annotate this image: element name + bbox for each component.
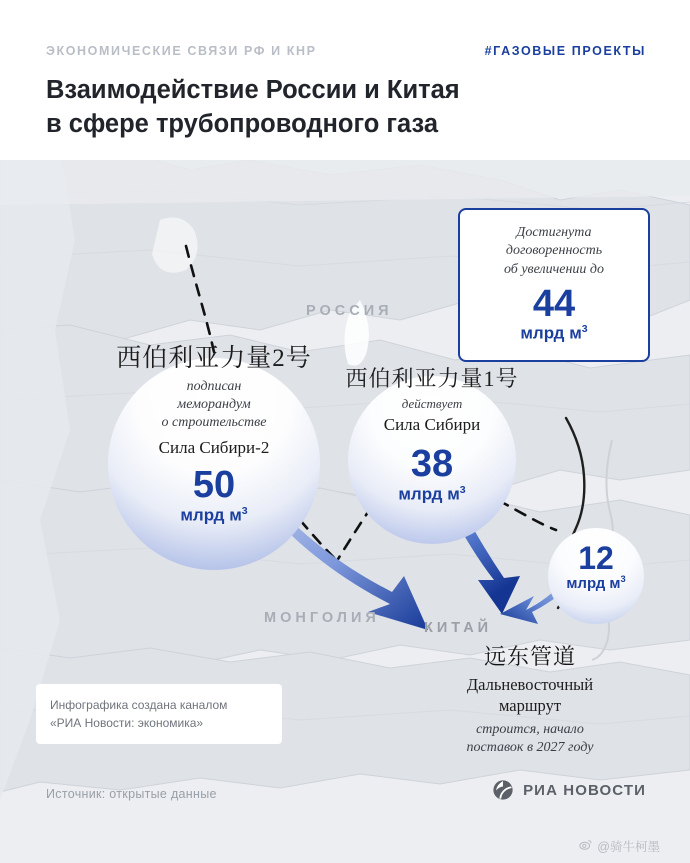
route-status: строится, начало поставок в 2027 году [466, 722, 594, 756]
header-hashtag: #ГАЗОВЫЕ ПРОЕКТЫ [484, 44, 646, 58]
country-label-china: КИТАЙ [424, 620, 493, 636]
route-value: 38 [410, 443, 454, 485]
route-unit-text: млрд м [180, 505, 242, 525]
route-power-of-siberia-1 [318, 362, 546, 505]
route-unit-sup: 3 [620, 574, 626, 584]
route-unit [78, 505, 350, 526]
watermark [579, 837, 660, 855]
brand [492, 779, 646, 801]
credits-line-1: Инфографика создана каналом [50, 698, 228, 712]
route-status: действует [401, 396, 463, 411]
header-kicker-row [46, 44, 646, 58]
callout-unit-text: млрд м [520, 324, 582, 344]
route-unit [318, 484, 546, 505]
callout-value: 44 [532, 283, 576, 326]
route-unit [548, 574, 644, 593]
route-value: 12 [578, 540, 614, 576]
route-ru-name: Сила Сибири [383, 415, 481, 434]
watermark-text: @骑牛柯墨 [597, 840, 660, 854]
route-far-eastern-value [548, 542, 644, 593]
credits-box [36, 684, 282, 744]
route-cn-name: 西伯利亚力量2号 [116, 345, 312, 372]
source-text: Источник: открытые данные [46, 787, 217, 801]
route-cn-name: 远东管道 [483, 644, 576, 669]
route-unit-sup: 3 [459, 484, 466, 496]
credits-line-2: «РИА Новости: экономика» [50, 716, 204, 730]
route-power-of-siberia-2 [78, 338, 350, 526]
route-value: 50 [192, 463, 236, 506]
brand-text: РИА НОВОСТИ [523, 781, 646, 799]
route-unit-text: млрд м [398, 484, 460, 504]
route-ru-name: Сила Сибири-2 [158, 437, 270, 457]
callout-box-increase [458, 208, 650, 362]
weibo-icon [579, 838, 592, 854]
header [0, 0, 690, 160]
callout-unit-sup: 3 [581, 323, 588, 336]
route-cn-name: 西伯利亚力量1号 [345, 366, 519, 391]
callout-unit [470, 323, 638, 344]
country-label-russia: РОССИЯ [306, 303, 393, 319]
route-unit-sup: 3 [241, 504, 248, 517]
page-title: Взаимодействие России и Китая в сфере трубопроводного газа [46, 76, 460, 138]
route-ru-name: Дальневосточный маршрут [466, 675, 594, 716]
country-label-mongolia: МОНГОЛИЯ [264, 610, 380, 626]
ria-globe-icon [492, 779, 514, 801]
callout-text: Достигнута договоренность об увеличении до [503, 225, 605, 277]
route-status: подписан меморандум о строительстве [161, 379, 267, 431]
footer [0, 767, 690, 829]
header-kicker: ЭКОНОМИЧЕСКИЕ СВЯЗИ РФ И КНР [46, 44, 317, 58]
route-unit-text: млрд м [566, 575, 621, 592]
route-far-eastern-route [420, 640, 640, 758]
